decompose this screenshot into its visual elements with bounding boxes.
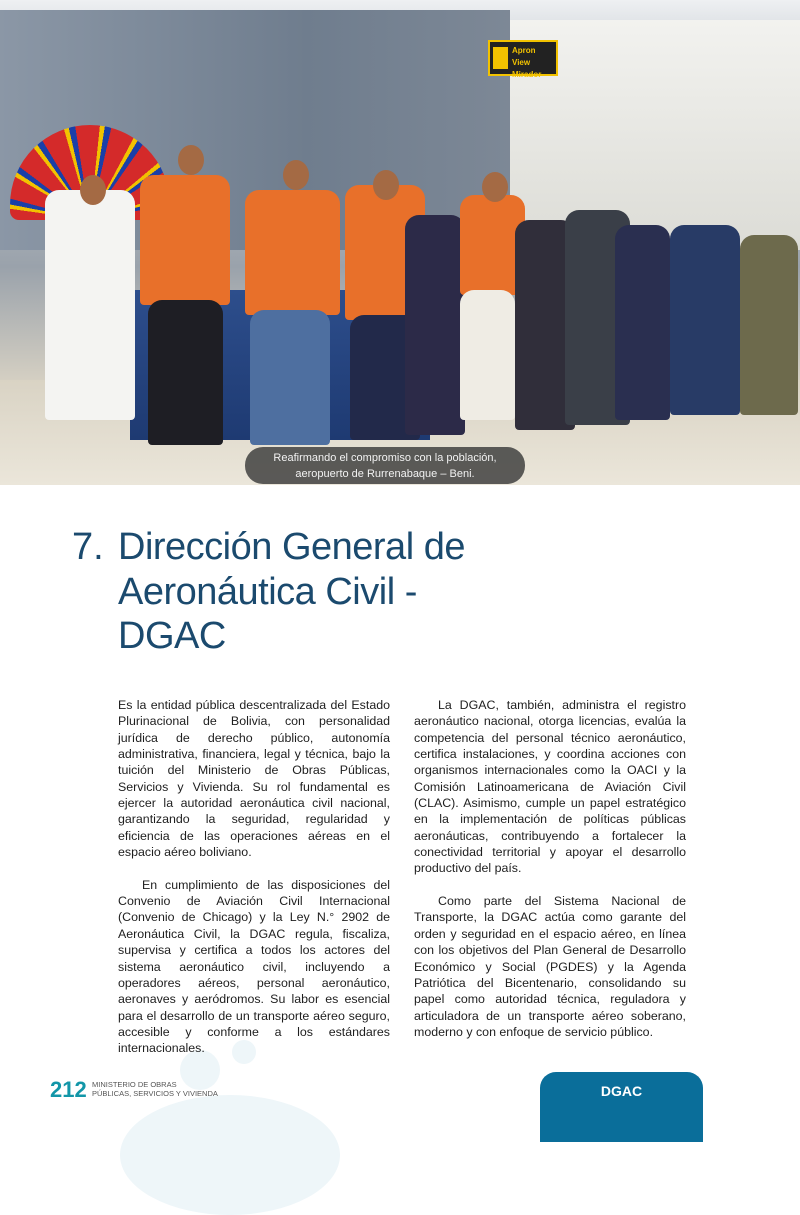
person bbox=[148, 300, 223, 445]
person bbox=[140, 175, 230, 305]
caption-line: Reafirmando el compromiso con la población, bbox=[273, 452, 497, 464]
sign-text: Mirador bbox=[512, 70, 542, 79]
person-head bbox=[373, 170, 399, 200]
section-title: Dirección General de Aeronáutica Civil - DGAC bbox=[118, 526, 465, 657]
person-head bbox=[482, 172, 508, 202]
caption-line: aeropuerto de Rurrenabaque – Beni. bbox=[295, 468, 475, 480]
apron-view-sign bbox=[488, 40, 558, 79]
paragraph: La DGAC, también, administra el registro aeronáutico nacional, otorga licencias, evalúa la competencia del personal técnico aeronáutico, certifica instalaciones, y coordina acciones con organismos internacionales como la OACI y la Comisión Latinoamericana de Aviación Civil (CLAC). Asimismo, cumple un papel estratégico en la implementación de políticas públicas aeronáuticas, contribuyendo a fortalecer la conectividad territorial y apoyar el desarrollo productivo del país. bbox=[414, 698, 686, 876]
paragraph: Es la entidad pública descentralizada del Estado Plurinacional de Bolivia, con personalidad jurídica de derecho público, autonomía administrativa, financiera, legal y técnica, bajo la tuición del Ministerio de Obras Públicas, Servicios y Vivienda. Su rol fundamental es ejercer la autoridad aeronáutica civil nacional, garantizando la seguridad, regularidad y eficiencia de las operaciones aéreas en el espacio aéreo boliviano. bbox=[118, 698, 390, 860]
header-photo bbox=[0, 0, 800, 485]
photo-caption bbox=[245, 447, 525, 484]
paragraph: En cumplimiento de las disposiciones del Convenio de Aviación Civil Internacional (Convenio de Chicago) y la Ley N.° 2902 de Aeronáutica Civil, la DGAC regula, fiscaliza, supervisa y certifica a todos los actores del sistema aeronáutico civil, incluyendo a operadores aéreos, personal aeronáutico, aeronaves y aeródromos. Su labor es esencial para el desarrollo de un transporte aéreo seguro, accesible y conforme a los estándares internacionales. bbox=[118, 877, 390, 1056]
section-number: 7. bbox=[72, 526, 104, 568]
paragraph: Como parte del Sistema Nacional de Transporte, la DGAC actúa como garante del orden y seguridad en el espacio aéreo, en línea con los objetivos del Plan General de Desarrollo Económico y Social (PGDES) y la Agenda Patriótica del Bicentenario, consolidando su papel como autoridad técnica, reguladora y articuladora de un transporte aéreo soberano, moderno y con enfoque de servicio público. bbox=[414, 894, 686, 1039]
person bbox=[45, 190, 135, 420]
person bbox=[670, 225, 740, 415]
page-number: 212 bbox=[50, 1077, 87, 1102]
person-head bbox=[178, 145, 204, 175]
person bbox=[460, 290, 515, 420]
ministry-name bbox=[92, 1080, 218, 1098]
person-head bbox=[283, 160, 309, 190]
ministry-line: PÚBLICAS, SERVICIOS Y VIVIENDA bbox=[92, 1089, 218, 1098]
person bbox=[250, 310, 330, 445]
person bbox=[405, 215, 465, 435]
ministry-line: MINISTERIO DE OBRAS bbox=[92, 1080, 177, 1089]
sign-text: Apron View bbox=[512, 46, 536, 67]
person-head bbox=[80, 175, 106, 205]
decorative-bubble bbox=[120, 1095, 340, 1215]
person bbox=[615, 225, 670, 420]
right-column bbox=[414, 697, 686, 1057]
person bbox=[245, 190, 340, 315]
section-tab: DGAC bbox=[540, 1072, 703, 1142]
left-column bbox=[118, 697, 390, 1073]
person bbox=[740, 235, 798, 415]
